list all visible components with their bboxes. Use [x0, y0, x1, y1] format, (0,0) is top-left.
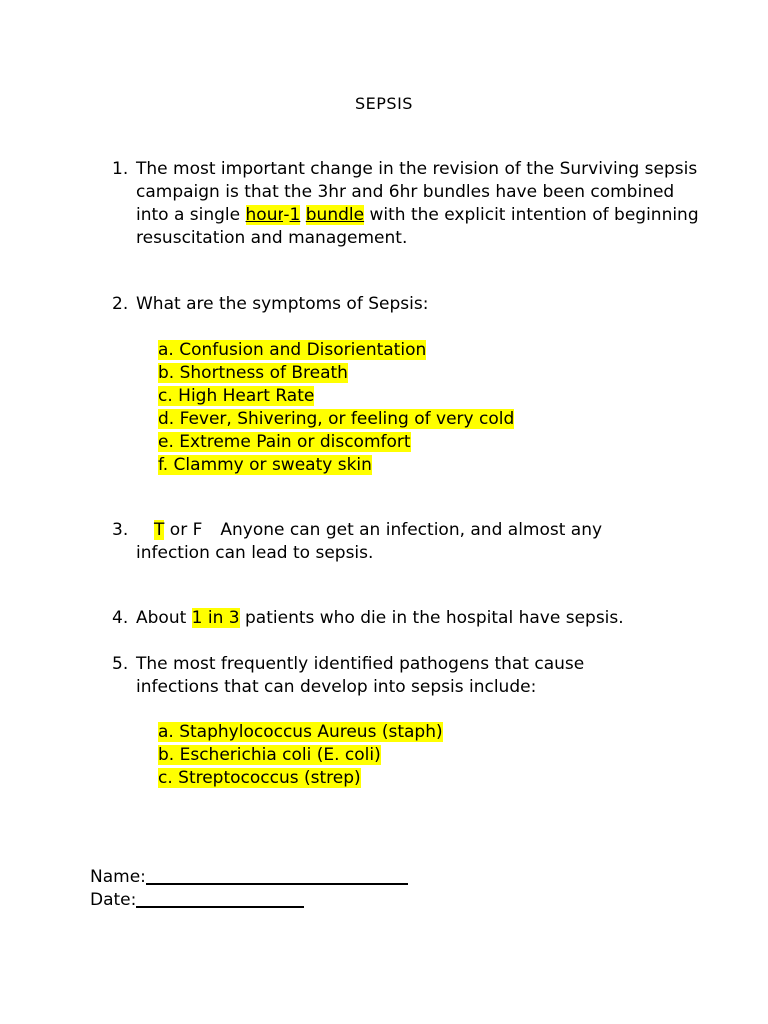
question-text: Anyone can get an infection, and almost any — [220, 520, 603, 540]
date-label: Date: — [90, 890, 137, 910]
list-item: c. Streptococcus (strep) — [158, 768, 361, 788]
question-number: 5. — [112, 654, 129, 674]
question-text: infection can lead to sepsis. — [136, 543, 374, 563]
question-text: with the explicit intention of beginning resuscitation and management. — [136, 205, 699, 248]
question-text: About — [136, 608, 187, 628]
list-item: a. Staphylococcus Aureus (staph) — [158, 722, 443, 742]
answer-dash: - — [283, 205, 290, 225]
question-text: The most frequently identified pathogens that cause — [136, 654, 585, 674]
question-text: patients who die in the hospital have sepsis. — [245, 608, 624, 628]
question-text: infections that can develop into sepsis include: — [136, 677, 537, 697]
question-number: 1. — [112, 159, 129, 179]
date-field[interactable] — [90, 889, 304, 912]
list-item: e. Extreme Pain or discomfort — [158, 432, 411, 452]
list-item: c. High Heart Rate — [158, 386, 315, 406]
question-text: What are the symptoms of Sepsis: — [136, 294, 429, 314]
date-blank-line[interactable] — [136, 890, 304, 908]
question-number: 3. — [112, 520, 129, 540]
question-3 — [112, 519, 712, 565]
list-item: b. Shortness of Breath — [158, 363, 348, 383]
name-label: Name: — [90, 867, 146, 887]
list-item: f. Clammy or sweaty skin — [158, 455, 372, 475]
true-answer: T — [154, 520, 165, 540]
question-5 — [112, 653, 712, 699]
false-option: or F — [169, 520, 203, 540]
question-1 — [112, 158, 712, 250]
question-number: 2. — [112, 294, 129, 314]
question-4 — [112, 607, 712, 630]
answer-highlight: bundle — [305, 205, 365, 225]
question-text: The most important change in the revision of the Surviving sepsis campaign is that the 3hr and 6hr bundles have been combined into a single — [136, 159, 698, 225]
list-item: a. Confusion and Disorientation — [158, 340, 427, 360]
answer-highlight: 1 in 3 — [191, 608, 240, 628]
question-number: 4. — [112, 608, 129, 628]
list-item: d. Fever, Shivering, or feeling of very cold — [158, 409, 515, 429]
name-field[interactable] — [90, 866, 408, 889]
question-2 — [112, 293, 712, 316]
pathogens-list — [158, 721, 443, 790]
answer-highlight: hour — [245, 205, 284, 225]
symptoms-list — [158, 339, 514, 477]
name-blank-line[interactable] — [146, 867, 408, 885]
list-item: b. Escherichia coli (E. coli) — [158, 745, 381, 765]
answer-highlight: 1 — [289, 205, 301, 225]
page-title: SEPSIS — [355, 94, 413, 113]
